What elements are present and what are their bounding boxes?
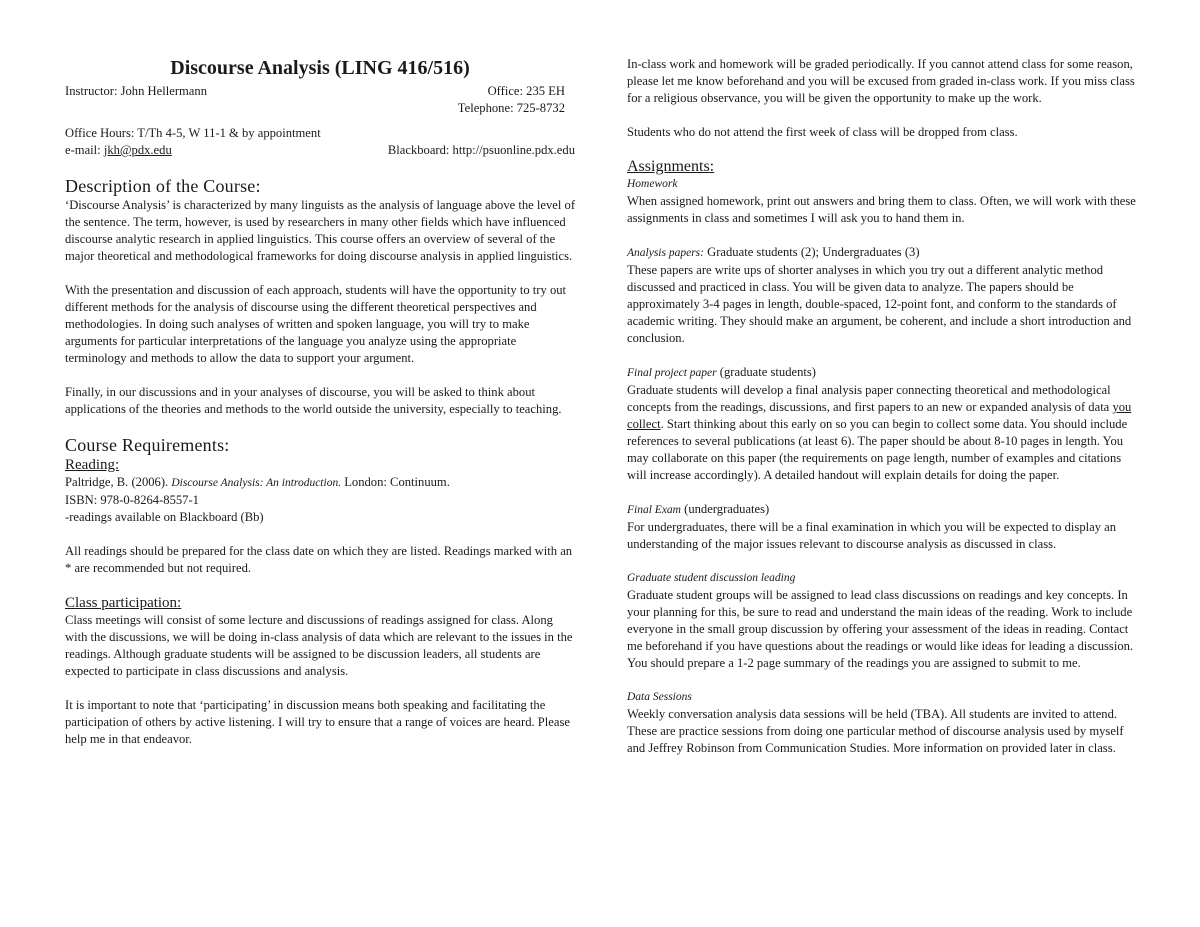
final-exam-title: Final Exam [627,504,681,516]
citation-publisher: London: Continuum. [341,475,450,489]
right-column [627,56,1137,757]
description-paragraph-1: ‘Discourse Analysis’ is characterized by many linguists as the analysis of language above the level of the sentence. The term, however, is used by researchers in many other fields which have influenced discourse analytic research in applied linguistics. This course offers an overview of several of the major theoretical and methodological frameworks for doing discourse analysis in applied linguistics. [65,198,576,263]
final-project-text-underlined: you collect [627,400,1132,431]
reading-blackboard: -readings available on Blackboard (Bb) [65,510,264,524]
instructor-row [65,83,575,100]
final-exam-header [627,501,1137,519]
requirements-heading: Course Requirements: [65,435,230,455]
analysis-title: Analysis papers: [627,247,704,259]
blackboard-link[interactable]: Blackboard: http://psuonline.pdx.edu [387,143,575,157]
final-project-text-a: Graduate students will develop a final analysis paper connecting theoretical and methodological concepts from the readings, discussions, and first papers to an new or expanded analysis of data [627,383,1113,414]
data-sessions-title: Data Sessions [627,691,692,703]
homework-title: Homework [627,178,678,190]
discussion-leading-title: Graduate student discussion leading [627,572,796,584]
final-exam-text: For undergraduates, there will be a final examination in which you will be expected to display an understanding of the major issues relevant to discourse analysis as discussed in class. [627,520,1117,551]
description-heading: Description of the Course: [65,176,261,196]
email-link[interactable]: jkh@pdx.edu [103,143,172,157]
email-line [65,142,172,159]
homework-text: When assigned homework, print out answers and bring them to class. Often, we will work with these assignments in class and sometimes I will ask you to hand them in. [627,194,1136,225]
attendance-paragraph: Students who do not attend the first week of class will be dropped from class. [627,125,1018,139]
analysis-subtitle: Graduate students (2); Undergraduates (3) [703,245,920,259]
reading-citation [65,474,575,492]
citation-author: Paltridge, B. (2006). [65,475,172,489]
analysis-text: These papers are write ups of shorter analyses in which you try out a different analytic method discussed and practiced in class. You will be given data to analyze. The papers should be approximately 3-4 pages in length, double-spaced, 12-point font, and conform to the standards of academic writing. They should make an argument, be coherent, and include a short introduction and conclusion. [627,263,1132,345]
analysis-header [627,244,1137,262]
final-project-subtitle: (graduate students) [716,365,816,379]
description-paragraph-2: With the presentation and discussion of each approach, students will have the opportunity to try out different methods for the analysis of discourse using the different theoretical perspectives and methodologies. In doing such analyses of written and spoken language, you will try to make arguments for particular interpretations of the language you analyze using the appropriate terminology and methods to allow the data to support your argument. [65,283,567,365]
final-project-text [627,382,1137,484]
participation-heading: Class participation: [65,595,182,611]
contact-row [65,142,575,159]
office: Office: 235 EH [487,84,565,98]
final-project-title: Final project paper [627,367,717,379]
description-paragraph-3: Finally, in our discussions and in your analyses of discourse, you will be asked to think about applications of the theories and methods to the world outside the university, especially to teaching. [65,385,562,416]
reading-isbn: ISBN: 978-0-8264-8557-1 [65,493,199,507]
left-column [65,56,575,748]
reading-heading: Reading: [65,457,120,473]
email-label: e-mail: [65,143,104,157]
assignments-heading: Assignments: [627,158,715,175]
office-hours: Office Hours: T/Th 4-5, W 11-1 & by appointment [65,126,321,140]
telephone: Telephone: 725-8732 [457,101,565,115]
data-sessions-text: Weekly conversation analysis data sessions will be held (TBA). All students are invited to attend. These are practice sessions from doing one particular method of discourse analysis used by myself and Jeffrey Robinson from Communication Studies. More information on provided later in class. [627,707,1124,755]
discussion-leading-text: Graduate student groups will be assigned to lead class discussions on readings and key concepts. In your planning for this, be sure to read and understand the main ideas of the reading. Work to include everyone in the small group discussion by offering your assessment of the ideas in reading. Contact me beforehand if you have questions about the readings or would like ideas for leading a discussion. You should prepare a 1-2 page summary of the readings you are assigned to submit to me. [627,588,1134,670]
reading-note: All readings should be prepared for the class date on which they are listed. Readings marked with an * are recommended but not required. [65,544,573,575]
final-project-text-b: . Start thinking about this early on so you can begin to collect some data. You should include references to several publications (at least 6). The paper should be about 8-10 pages in length. You may collaborate on this paper (the requirements on page length, number of examples and citations will increase accordingly). A detailed handout will explain details for doing the paper. [627,417,1128,482]
participation-paragraph-2: It is important to note that ‘participating’ in discussion means both speaking and facilitating the participation of others by active listening. I will try to ensure that a range of voices are heard. Please help me in that endeavor. [65,698,570,746]
participation-paragraph-1: Class meetings will consist of some lecture and discussions of readings assigned for class. Along with the discussions, we will be doing in-class analysis of data which are relevant to the issues in the readings. Although graduate students will be assigned to be discussion leaders, all students are expected to participate in class discussions and analysis. [65,613,573,678]
instructor: Instructor: John Hellermann [65,84,207,98]
citation-title: Discourse Analysis: An introduction. [171,477,342,489]
grading-paragraph: In-class work and homework will be graded periodically. If you cannot attend class for some reason, please let me know beforehand and you will be excused from graded in-class work. If you miss class for a religious observance, you will be given the opportunity to make up the work. [627,57,1135,105]
final-project-header [627,364,1137,382]
page-title: Discourse Analysis (LING 416/516) [170,57,470,79]
final-exam-subtitle: (undergraduates) [680,502,770,516]
